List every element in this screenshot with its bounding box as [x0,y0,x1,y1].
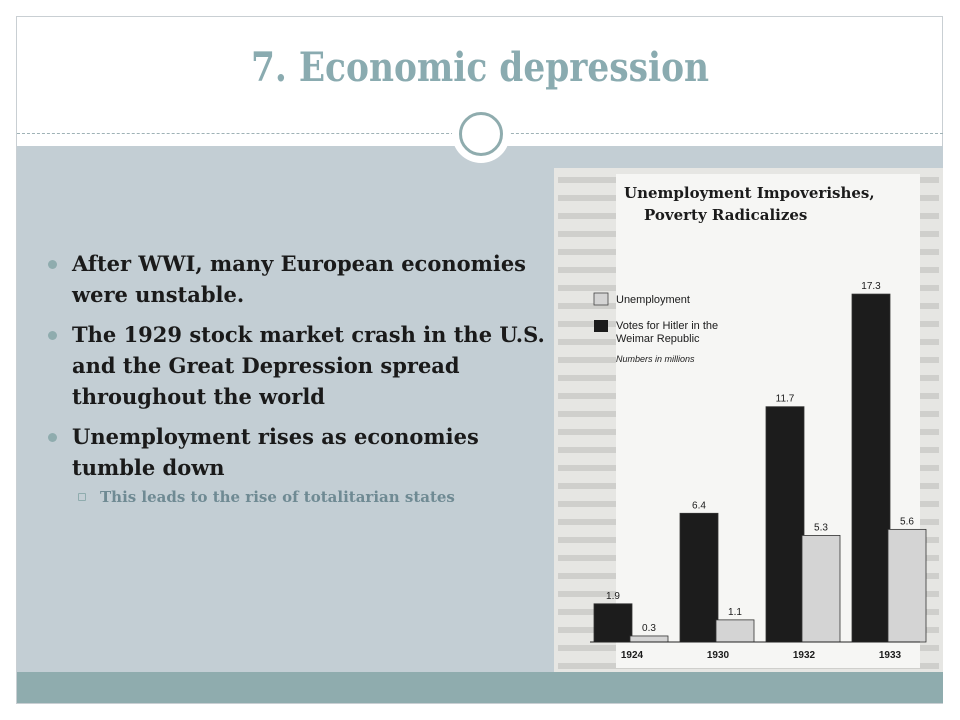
bar-value-label: 5.6 [900,516,914,528]
bullet-item [48,319,548,412]
legend-votes-line2: Weimar Republic [616,333,700,345]
bar-value-label: 6.4 [692,500,706,512]
bullet-dot-icon [48,331,57,340]
chart-title-line2: Poverty Radicalizes [644,206,808,224]
legend-unemployment: Unemployment [616,294,690,306]
category-label: 1924 [620,650,644,661]
legend-swatch-votes [594,320,608,332]
bullet-item [48,248,548,310]
bar-unemployment [716,620,754,642]
bar-value-label: 0.3 [642,622,656,634]
sub-bullet-text: This leads to the rise of totalitarian states [100,488,455,506]
sub-bullet-item [48,486,548,508]
legend-votes-line1: Votes for Hitler in the [616,320,719,332]
chart-title-line1: Unemployment Impoverishes, [624,184,875,202]
category-label: 1930 [706,650,730,661]
chart-image [554,168,943,672]
divider-ring-icon [452,105,510,163]
bullet-list [48,248,548,508]
bullet-text: Unemployment rises as economies tumble down [72,424,479,480]
bar-votes [766,407,804,642]
chart-svg [554,168,943,672]
bar-value-label: 1.9 [606,590,620,602]
category-label: 1932 [792,650,816,661]
bullet-text: The 1929 stock market crash in the U.S. and the Great Depression spread throughout the world [72,322,545,409]
bar-value-label: 11.7 [775,393,795,405]
legend-swatch-unemployment [594,293,608,305]
bullet-dot-icon [48,433,57,442]
legend-note: Numbers in millions [616,354,695,364]
bar-votes [680,513,718,642]
bar-unemployment [888,529,926,642]
bar-votes [594,604,632,642]
slide-title: 7. Economic depression [250,44,710,91]
category-label: 1933 [878,650,902,661]
bullet-text: After WWI, many European economies were unstable. [72,251,527,307]
bar-unemployment [802,535,840,642]
bar-value-label: 17.3 [861,281,881,293]
bar-value-label: 1.1 [728,606,742,618]
bar-votes [852,294,890,642]
square-bullet-icon [78,493,86,501]
bullet-dot-icon [48,260,57,269]
bar-unemployment [630,636,668,642]
footer-bar [17,672,943,703]
bar-value-label: 5.3 [814,522,828,534]
bullet-item [48,421,548,483]
